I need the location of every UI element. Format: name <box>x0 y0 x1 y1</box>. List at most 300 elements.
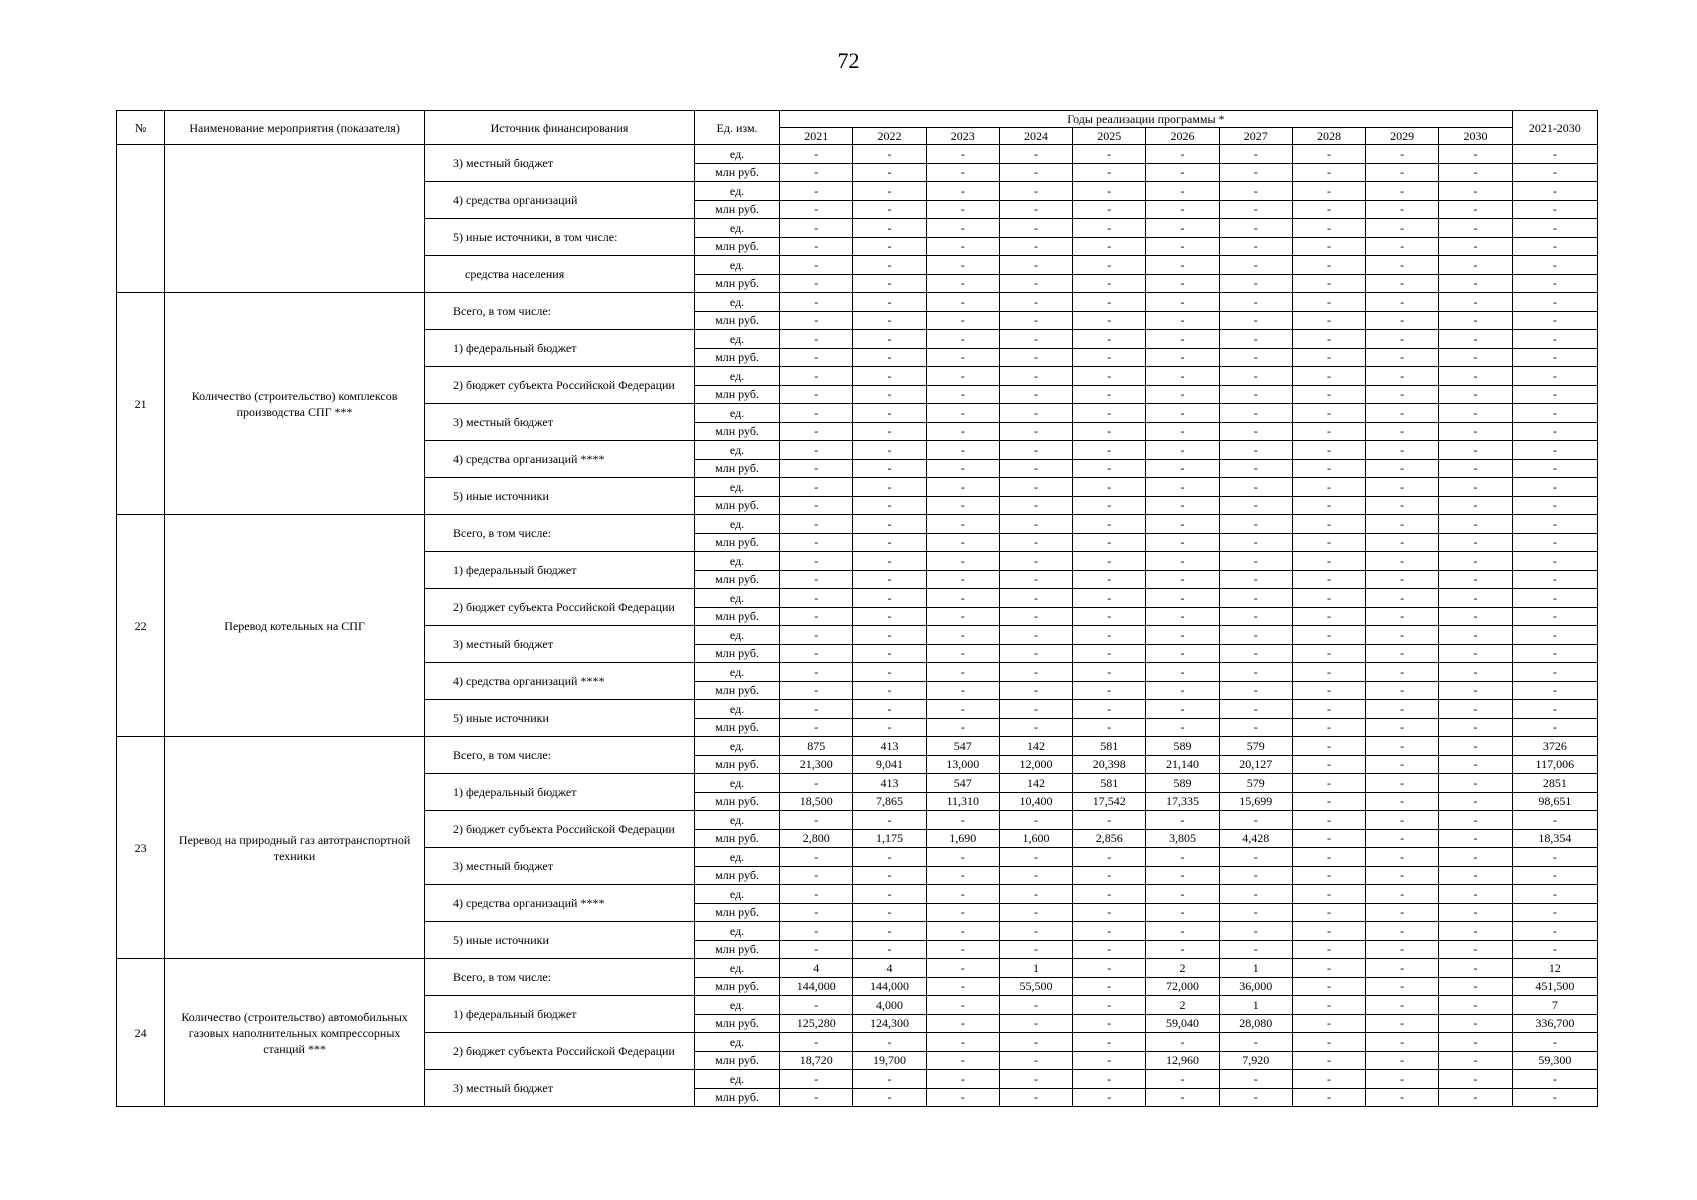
funding-source: 4) средства организаций **** <box>425 441 695 478</box>
value-cell: - <box>926 515 999 534</box>
value-cell: - <box>1366 644 1439 663</box>
value-cell: - <box>999 1051 1072 1070</box>
value-cell: 2,856 <box>1073 829 1146 848</box>
value-cell: - <box>926 478 999 497</box>
value-cell: - <box>1073 348 1146 367</box>
value-cell: - <box>999 1088 1072 1107</box>
value-cell: - <box>1292 385 1365 404</box>
total-cell: - <box>1512 626 1597 645</box>
value-cell: - <box>1219 404 1292 423</box>
value-cell: - <box>1219 663 1292 682</box>
unit-cell: млн руб. <box>694 718 779 737</box>
value-cell: - <box>1073 145 1146 164</box>
value-cell: - <box>1366 848 1439 867</box>
total-cell: - <box>1512 515 1597 534</box>
value-cell: - <box>1146 866 1219 885</box>
value-cell: 59,040 <box>1146 1014 1219 1033</box>
funding-source: Всего, в том числе: <box>425 959 695 996</box>
unit-cell: млн руб. <box>694 422 779 441</box>
value-cell: 10,400 <box>999 792 1072 811</box>
total-cell: - <box>1512 681 1597 700</box>
value-cell: - <box>1146 811 1219 830</box>
value-cell: - <box>1292 311 1365 330</box>
value-cell: - <box>1219 496 1292 515</box>
value-cell: - <box>1073 644 1146 663</box>
page-number: 72 <box>837 48 860 73</box>
value-cell: - <box>926 1070 999 1089</box>
value-cell: - <box>853 700 926 719</box>
value-cell: - <box>1439 163 1512 182</box>
unit-cell: ед. <box>694 1070 779 1089</box>
value-cell: - <box>1292 1014 1365 1033</box>
value-cell: 4,428 <box>1219 829 1292 848</box>
value-cell: - <box>1439 737 1512 756</box>
header-year: 2026 <box>1146 128 1219 145</box>
value-cell: - <box>1073 163 1146 182</box>
total-cell: - <box>1512 496 1597 515</box>
value-cell: - <box>1292 1051 1365 1070</box>
item-name <box>165 145 425 293</box>
unit-cell: млн руб. <box>694 533 779 552</box>
value-cell: 17,542 <box>1073 792 1146 811</box>
value-cell: 55,500 <box>999 977 1072 996</box>
value-cell: - <box>1366 811 1439 830</box>
value-cell: - <box>1292 330 1365 349</box>
value-cell: - <box>926 385 999 404</box>
value-cell: - <box>926 626 999 645</box>
value-cell: - <box>853 237 926 256</box>
total-cell: - <box>1512 367 1597 386</box>
value-cell: - <box>1366 145 1439 164</box>
value-cell: - <box>853 570 926 589</box>
value-cell: - <box>1292 182 1365 201</box>
value-cell: - <box>1439 959 1512 978</box>
value-cell: - <box>1146 422 1219 441</box>
total-cell: - <box>1512 274 1597 293</box>
value-cell: - <box>999 607 1072 626</box>
value-cell: - <box>926 681 999 700</box>
unit-cell: ед. <box>694 330 779 349</box>
table-row <box>117 959 1598 978</box>
total-cell: 59,300 <box>1512 1051 1597 1070</box>
value-cell: - <box>1292 293 1365 312</box>
value-cell: 11,310 <box>926 792 999 811</box>
value-cell: - <box>1219 922 1292 941</box>
value-cell: - <box>1366 441 1439 460</box>
value-cell: - <box>853 441 926 460</box>
total-cell: 2851 <box>1512 774 1597 793</box>
value-cell: - <box>1146 256 1219 275</box>
total-cell: - <box>1512 145 1597 164</box>
unit-cell: млн руб. <box>694 1014 779 1033</box>
value-cell: - <box>999 996 1072 1015</box>
unit-cell: млн руб. <box>694 607 779 626</box>
value-cell: - <box>853 1070 926 1089</box>
value-cell: - <box>1292 441 1365 460</box>
value-cell: - <box>1073 459 1146 478</box>
value-cell: - <box>780 718 853 737</box>
value-cell: - <box>1219 182 1292 201</box>
item-number: 21 <box>117 293 165 515</box>
value-cell: - <box>999 903 1072 922</box>
value-cell: - <box>999 367 1072 386</box>
value-cell: - <box>1219 515 1292 534</box>
item-number: 24 <box>117 959 165 1107</box>
value-cell: - <box>999 644 1072 663</box>
value-cell: - <box>1439 496 1512 515</box>
value-cell: - <box>1073 940 1146 959</box>
value-cell: - <box>1219 293 1292 312</box>
value-cell: - <box>1146 219 1219 238</box>
value-cell: - <box>999 422 1072 441</box>
value-cell: - <box>853 385 926 404</box>
value-cell: - <box>1439 552 1512 571</box>
value-cell: - <box>780 441 853 460</box>
value-cell: - <box>1219 478 1292 497</box>
value-cell: - <box>780 330 853 349</box>
value-cell: - <box>926 219 999 238</box>
value-cell: - <box>780 589 853 608</box>
value-cell: 1 <box>1219 959 1292 978</box>
value-cell: 144,000 <box>780 977 853 996</box>
value-cell: - <box>1073 1070 1146 1089</box>
value-cell: - <box>1146 367 1219 386</box>
funding-source: 1) федеральный бюджет <box>425 330 695 367</box>
value-cell: - <box>1146 385 1219 404</box>
value-cell: - <box>1439 607 1512 626</box>
value-cell: - <box>1146 607 1219 626</box>
value-cell: - <box>1439 681 1512 700</box>
unit-cell: ед. <box>694 811 779 830</box>
header-year: 2022 <box>853 128 926 145</box>
value-cell: - <box>999 274 1072 293</box>
value-cell: - <box>1439 848 1512 867</box>
value-cell: - <box>1439 237 1512 256</box>
value-cell: 15,699 <box>1219 792 1292 811</box>
header-year: 2027 <box>1219 128 1292 145</box>
value-cell: - <box>853 496 926 515</box>
value-cell: - <box>780 681 853 700</box>
value-cell: - <box>1292 848 1365 867</box>
value-cell: 547 <box>926 774 999 793</box>
value-cell: - <box>1439 626 1512 645</box>
value-cell: 18,500 <box>780 792 853 811</box>
value-cell: - <box>1439 996 1512 1015</box>
value-cell: - <box>999 626 1072 645</box>
total-cell: - <box>1512 441 1597 460</box>
unit-cell: ед. <box>694 848 779 867</box>
value-cell: 28,080 <box>1219 1014 1292 1033</box>
value-cell: - <box>1292 811 1365 830</box>
value-cell: 142 <box>999 774 1072 793</box>
value-cell: 1,600 <box>999 829 1072 848</box>
value-cell: - <box>780 774 853 793</box>
value-cell: - <box>780 385 853 404</box>
value-cell: - <box>926 996 999 1015</box>
value-cell: - <box>780 922 853 941</box>
value-cell: - <box>1439 311 1512 330</box>
total-cell: - <box>1512 404 1597 423</box>
value-cell: - <box>1219 274 1292 293</box>
total-cell: - <box>1512 385 1597 404</box>
value-cell: - <box>853 1088 926 1107</box>
value-cell: - <box>1366 422 1439 441</box>
unit-cell: ед. <box>694 737 779 756</box>
value-cell: - <box>926 700 999 719</box>
value-cell: 2,800 <box>780 829 853 848</box>
value-cell: - <box>853 404 926 423</box>
value-cell: - <box>1073 681 1146 700</box>
value-cell: - <box>780 903 853 922</box>
value-cell: - <box>780 422 853 441</box>
value-cell: - <box>1219 848 1292 867</box>
value-cell: - <box>1439 478 1512 497</box>
value-cell: - <box>1146 885 1219 904</box>
value-cell: - <box>1219 256 1292 275</box>
value-cell: - <box>926 959 999 978</box>
unit-cell: млн руб. <box>694 792 779 811</box>
value-cell: - <box>780 663 853 682</box>
value-cell: - <box>1366 885 1439 904</box>
unit-cell: млн руб. <box>694 866 779 885</box>
value-cell: - <box>1439 330 1512 349</box>
value-cell: - <box>780 866 853 885</box>
total-cell: - <box>1512 200 1597 219</box>
funding-source: Всего, в том числе: <box>425 737 695 774</box>
value-cell: - <box>1292 718 1365 737</box>
unit-cell: ед. <box>694 367 779 386</box>
value-cell: - <box>1219 811 1292 830</box>
total-cell: - <box>1512 182 1597 201</box>
value-cell: - <box>1292 219 1365 238</box>
value-cell: - <box>1292 1070 1365 1089</box>
header-unit: Ед. изм. <box>694 111 779 145</box>
value-cell: 12,000 <box>999 755 1072 774</box>
value-cell: - <box>1219 885 1292 904</box>
value-cell: - <box>1292 422 1365 441</box>
unit-cell: ед. <box>694 700 779 719</box>
value-cell: - <box>926 663 999 682</box>
value-cell: - <box>1146 718 1219 737</box>
value-cell: - <box>1146 663 1219 682</box>
value-cell: - <box>999 570 1072 589</box>
value-cell: - <box>853 311 926 330</box>
value-cell: - <box>1219 459 1292 478</box>
value-cell: - <box>1439 589 1512 608</box>
value-cell: - <box>1219 940 1292 959</box>
value-cell: - <box>1366 792 1439 811</box>
value-cell: - <box>1366 256 1439 275</box>
value-cell: - <box>1292 829 1365 848</box>
total-cell: - <box>1512 552 1597 571</box>
value-cell: - <box>1146 848 1219 867</box>
value-cell: - <box>926 256 999 275</box>
value-cell: - <box>999 718 1072 737</box>
value-cell: - <box>1366 959 1439 978</box>
value-cell: - <box>1292 774 1365 793</box>
value-cell: - <box>1439 755 1512 774</box>
value-cell: - <box>1366 348 1439 367</box>
value-cell: 589 <box>1146 774 1219 793</box>
value-cell: - <box>1146 903 1219 922</box>
value-cell: - <box>1292 959 1365 978</box>
value-cell: - <box>1146 182 1219 201</box>
unit-cell: ед. <box>694 922 779 941</box>
value-cell: - <box>1146 293 1219 312</box>
unit-cell: млн руб. <box>694 977 779 996</box>
value-cell: - <box>853 644 926 663</box>
value-cell: - <box>1073 256 1146 275</box>
value-cell: - <box>1146 552 1219 571</box>
total-cell: 7 <box>1512 996 1597 1015</box>
value-cell: - <box>780 348 853 367</box>
value-cell: - <box>1439 977 1512 996</box>
value-cell: - <box>1439 829 1512 848</box>
funding-source: 4) средства организаций <box>425 182 695 219</box>
unit-cell: млн руб. <box>694 644 779 663</box>
value-cell: - <box>780 256 853 275</box>
value-cell: - <box>1439 256 1512 275</box>
unit-cell: ед. <box>694 515 779 534</box>
value-cell: - <box>999 681 1072 700</box>
value-cell: - <box>926 811 999 830</box>
unit-cell: млн руб. <box>694 385 779 404</box>
value-cell: - <box>999 348 1072 367</box>
value-cell: - <box>926 311 999 330</box>
value-cell: - <box>1292 459 1365 478</box>
value-cell: - <box>1146 478 1219 497</box>
item-name: Количество (строительство) комплексов производства СПГ *** <box>165 293 425 515</box>
value-cell: - <box>1219 626 1292 645</box>
value-cell: - <box>1292 663 1365 682</box>
header-year: 2030 <box>1439 128 1512 145</box>
header-year: 2029 <box>1366 128 1439 145</box>
value-cell: - <box>1292 737 1365 756</box>
value-cell: - <box>1146 163 1219 182</box>
unit-cell: млн руб. <box>694 496 779 515</box>
value-cell: - <box>780 200 853 219</box>
value-cell: - <box>1219 570 1292 589</box>
value-cell: - <box>1146 570 1219 589</box>
funding-source: 3) местный бюджет <box>425 1070 695 1107</box>
value-cell: - <box>780 533 853 552</box>
value-cell: - <box>1366 219 1439 238</box>
value-cell: - <box>999 478 1072 497</box>
value-cell: 4 <box>780 959 853 978</box>
value-cell: - <box>1219 644 1292 663</box>
value-cell: - <box>1366 385 1439 404</box>
value-cell: - <box>1292 903 1365 922</box>
unit-cell: ед. <box>694 1033 779 1052</box>
value-cell: 144,000 <box>853 977 926 996</box>
value-cell: - <box>926 200 999 219</box>
value-cell: - <box>1146 330 1219 349</box>
value-cell: - <box>1146 589 1219 608</box>
header-source: Источник финансирования <box>425 111 695 145</box>
value-cell: - <box>1219 311 1292 330</box>
value-cell: - <box>1292 404 1365 423</box>
value-cell: - <box>1439 404 1512 423</box>
value-cell: - <box>1073 922 1146 941</box>
value-cell: - <box>1073 1088 1146 1107</box>
value-cell: - <box>1219 903 1292 922</box>
value-cell: - <box>1292 792 1365 811</box>
value-cell: - <box>1073 1014 1146 1033</box>
unit-cell: млн руб. <box>694 903 779 922</box>
value-cell: - <box>1366 478 1439 497</box>
value-cell: - <box>999 848 1072 867</box>
value-cell: - <box>780 570 853 589</box>
value-cell: - <box>1073 478 1146 497</box>
value-cell: - <box>1439 385 1512 404</box>
table-body <box>117 145 1598 1107</box>
value-cell: - <box>1439 570 1512 589</box>
value-cell: - <box>1146 626 1219 645</box>
value-cell: - <box>1146 311 1219 330</box>
value-cell: 4,000 <box>853 996 926 1015</box>
value-cell: - <box>999 293 1072 312</box>
value-cell: - <box>1439 348 1512 367</box>
value-cell: - <box>1073 533 1146 552</box>
value-cell: - <box>1219 552 1292 571</box>
value-cell: - <box>780 811 853 830</box>
value-cell: - <box>1146 200 1219 219</box>
value-cell: - <box>1292 589 1365 608</box>
unit-cell: ед. <box>694 774 779 793</box>
unit-cell: ед. <box>694 293 779 312</box>
value-cell: - <box>1219 330 1292 349</box>
value-cell: - <box>1292 607 1365 626</box>
value-cell: - <box>1439 200 1512 219</box>
value-cell: - <box>1366 1088 1439 1107</box>
table-row <box>117 515 1598 534</box>
value-cell: - <box>1073 496 1146 515</box>
value-cell: - <box>780 478 853 497</box>
value-cell: - <box>1292 681 1365 700</box>
value-cell: - <box>1292 700 1365 719</box>
total-cell: - <box>1512 940 1597 959</box>
value-cell: - <box>853 182 926 201</box>
value-cell: 2 <box>1146 996 1219 1015</box>
total-cell: - <box>1512 644 1597 663</box>
value-cell: - <box>999 163 1072 182</box>
funding-source: 3) местный бюджет <box>425 848 695 885</box>
total-cell: 98,651 <box>1512 792 1597 811</box>
value-cell: - <box>1073 663 1146 682</box>
value-cell: - <box>1146 1070 1219 1089</box>
value-cell: - <box>1366 163 1439 182</box>
value-cell: - <box>1439 700 1512 719</box>
value-cell: - <box>1366 496 1439 515</box>
value-cell: - <box>1366 200 1439 219</box>
total-cell: - <box>1512 219 1597 238</box>
value-cell: - <box>1366 829 1439 848</box>
value-cell: - <box>1439 515 1512 534</box>
value-cell: - <box>853 478 926 497</box>
funding-source: 3) местный бюджет <box>425 404 695 441</box>
value-cell: 72,000 <box>1146 977 1219 996</box>
value-cell: - <box>1073 311 1146 330</box>
value-cell: - <box>926 885 999 904</box>
value-cell: - <box>1292 274 1365 293</box>
value-cell: - <box>1366 1051 1439 1070</box>
value-cell: - <box>1366 274 1439 293</box>
total-cell: 3726 <box>1512 737 1597 756</box>
value-cell: - <box>926 1088 999 1107</box>
value-cell: - <box>1366 330 1439 349</box>
value-cell: - <box>1073 700 1146 719</box>
funding-source: 3) местный бюджет <box>425 145 695 182</box>
